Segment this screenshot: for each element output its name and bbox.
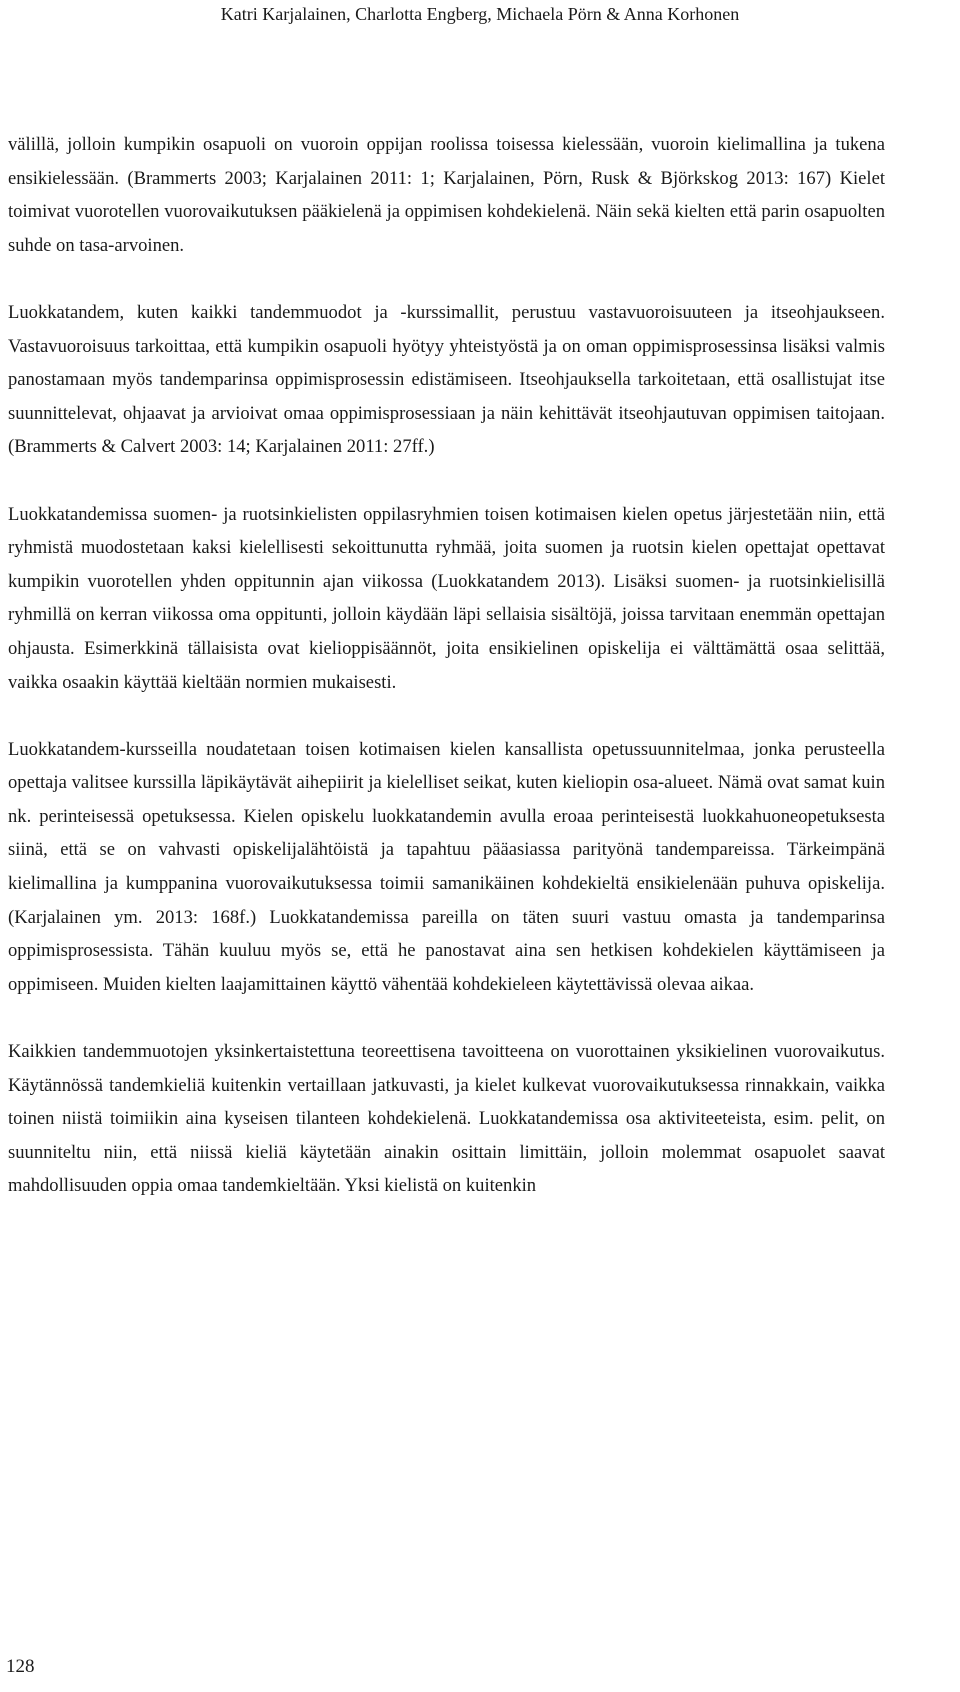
paragraph: Luokkatandem-kursseilla noudatetaan toisen kotimaisen kielen kansallista opetussuunnitelmaa, jonka perusteella opettaja valitsee kurssilla läpikäytävät aihepiirit ja kielelliset seikat, kuten kieliopin osa-alueet. Nämä ovat samat kuin nk. perinteisessä opetuksessa. Kielen opiskelu luokkatandemin avulla eroaa perinteisestä luokkahuoneopetuksesta siinä, että se on vahvasti opiskelijalähtöistä ja tapahtuu pääasiassa parityönä tandempareissa. Tärkeimpänä kielimallina ja kumppanina vuorovaikutuksessa toimii samanikäinen kohdekieltä ensikielenään puhuva opiskelija. (Karjalainen ym. 2013: 168f.) Luokkatandemissa pareilla on täten suuri vastuu omasta ja tandemparinsa oppimisprosessista. Tähän kuuluu myös se, että he panostavat aina sen hetkisen kohdekielen käyttämiseen ja oppimiseen. Muiden kielten laajamittainen käyttö vähentää kohdekieleen käytettävissä olevaa aikaa.: [8, 738, 885, 995]
paragraph: Luokkatandemissa suomen- ja ruotsinkielisten oppilasryhmien toisen kotimaisen kielen opetus järjestetään niin, että ryhmistä muodostetaan kaksi kielellisesti sekoittunutta ryhmää, joita suomen ja ruotsin kielen opettajat opettavat kumpikin vuorotellen yhden oppitunnin ajan viikossa (Luokkatandem 2013). Lisäksi suomen- ja ruotsinkielisillä ryhmillä on kerran viikossa oma oppitunti, jolloin käydään läpi sellaisia sisältöjä, joissa tarvitaan enemmän opettajan ohjausta. Esimerkkinä tällaisista ovat kielioppisäännöt, joita ensikielinen opiskelija ei välttämättä osaa selittää, vaikka osaakin käyttää kieltään normien mukaisesti.: [8, 503, 885, 693]
paragraph: välillä, jolloin kumpikin osapuoli on vuoroin oppijan roolissa toisessa kielessään, vuoroin kielimallina ja tukena ensikielessään. (Brammerts 2003; Karjalainen 2011: 1; Karjalainen, Pörn, Rusk & Björkskog 2013: 167) Kielet toimivat vuorotellen vuorovaikutuksen pääkielenä ja oppimisen kohdekielenä. Näin sekä kielten että parin osapuolten suhde on tasa-arvoinen.: [8, 134, 885, 256]
page-number: 128: [6, 1656, 35, 1677]
body-text: [8, 128, 885, 1237]
running-header: Katri Karjalainen, Charlotta Engberg, Michaela Pörn & Anna Korhonen: [220, 4, 740, 24]
paragraph: Luokkatandem, kuten kaikki tandemmuodot ja -kurssimallit, perustuu vastavuoroisuuteen ja itseohjaukseen. Vastavuoroisuus tarkoittaa, että kumpikin osapuoli hyötyy yhteistyöstä ja on oman oppimisprosessinsa lisäksi valmis panostamaan myös tandemparinsa oppimisprosessin edistämiseen. Itseohjauksella tarkoitetaan, että osallistujat itse suunnittelevat, ohjaavat ja arvioivat omaa oppimisprosessiaan ja näin kehittävät itseohjautuvan oppimisen taitojaan. (Brammerts & Calvert 2003: 14; Karjalainen 2011: 27ff.): [8, 301, 885, 458]
paragraph: Kaikkien tandemmuotojen yksinkertaistettuna teoreettisena tavoitteena on vuorottainen yksikielinen vuorovaikutus. Käytännössä tandemkieliä kuitenkin vertaillaan jatkuvasti, ja kielet kulkevat vuorovaikutuksessa rinnakkain, vaikka toinen niistä toimiikin aina kyseisen tilanteen kohdekielenä. Luokkatandemissa osa aktiviteeteista, esim. pelit, on suunniteltu niin, että niissä kieliä käytetään ainakin osittain limittäin, jolloin molemmat osapuolet saavat mahdollisuuden oppia omaa tandemkieltään. Yksi kielistä on kuitenkin: [8, 1041, 885, 1197]
